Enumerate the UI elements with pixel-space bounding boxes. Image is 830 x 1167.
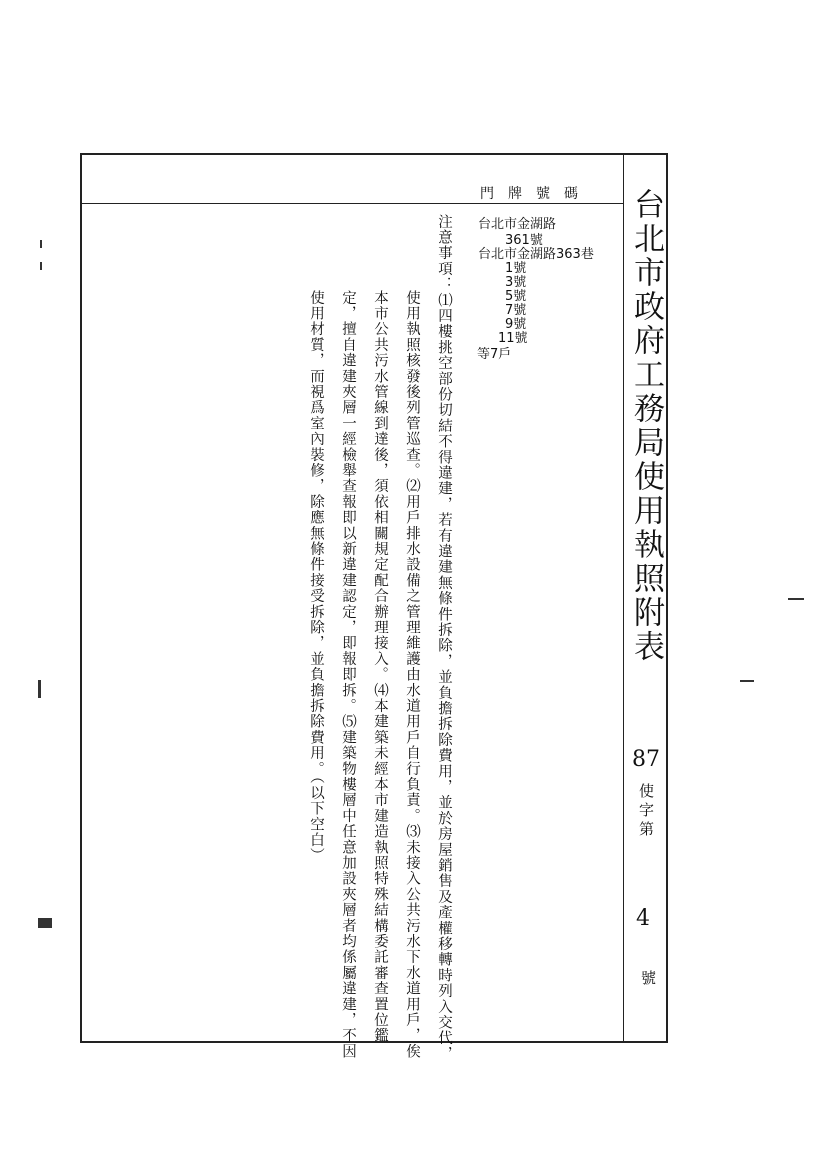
address-line: 等7戶 — [477, 347, 512, 362]
address-line: 台北市金湖路 — [478, 217, 557, 232]
address-line: 7號 — [505, 303, 527, 318]
certificate-label: 使字第 — [637, 783, 655, 840]
certificate-suffix: 號 — [639, 970, 657, 985]
address-line: 9號 — [505, 317, 527, 332]
address-line: 台北市金湖路363巷 — [478, 247, 594, 262]
address-line: 5號 — [505, 289, 527, 304]
note-line: 使用材質，而視爲室內裝修，除應無條件接受拆除，並負擔拆除費用。（以下空白） — [308, 290, 324, 864]
note-line: 定，擅自違建夾層一經檢舉查報即以新違建認定，即報即拆。⑸建築物樓層中任意加設夾層者均係屬違建，不因 — [340, 290, 356, 1060]
scan-mark — [740, 680, 754, 682]
scan-mark — [40, 262, 42, 270]
scan-mark — [38, 680, 41, 698]
door-number-header: 門牌號碼 — [480, 186, 592, 202]
note-line: 注意事項：⑴四樓挑空部份切結不得違建，若有違建無條件拆除，並負擔拆除費用，並於房屋銷售及產權移轉時列入交代， — [436, 214, 452, 1062]
address-line: 3號 — [505, 275, 527, 290]
certificate-year: 87 — [632, 747, 660, 772]
note-line: 使用執照核發後列管巡查。⑵用戶排水設備之管理維護由水道用戶自行負責。⑶未接入公共污水下水道用戶，俟 — [404, 290, 420, 1060]
address-line: 1號 — [505, 261, 527, 276]
document-title: 台北市政府工務局使用執照附表 — [628, 188, 664, 664]
scan-mark — [40, 240, 42, 248]
scan-mark — [788, 598, 804, 600]
scan-mark — [38, 918, 52, 928]
address-line: 361號 — [505, 233, 543, 248]
header-row-divider — [82, 203, 623, 204]
address-line: 11號 — [498, 331, 528, 346]
certificate-number: 4 — [636, 906, 650, 931]
note-line: 本市公共污水管線到達後，須依相關規定配合辦理接入。⑷本建築未經本市建造執照特殊結構委託審查置位鑑 — [372, 290, 388, 1044]
